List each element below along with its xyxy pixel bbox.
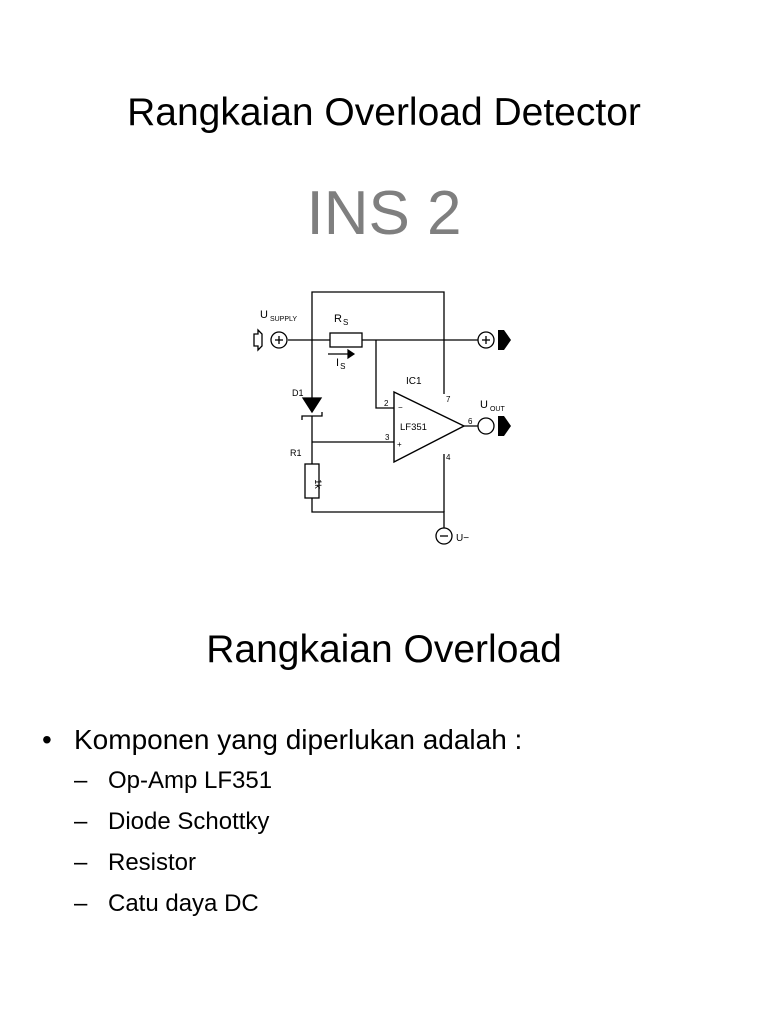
label-is: $I_S$ xyxy=(336,357,346,371)
sub-list-item xyxy=(40,842,522,883)
label-u-supply: U $_{SUPPLY}$ xyxy=(260,309,298,323)
slide-subtitle: INS 2 xyxy=(306,179,462,248)
list-item xyxy=(40,720,522,760)
label-rs: $R_S$ xyxy=(334,313,349,327)
component-list xyxy=(40,720,522,924)
sub-list-item xyxy=(40,760,522,801)
label-u-minus: U− xyxy=(456,533,470,544)
label-minus-input: − xyxy=(398,403,403,412)
dash-icon: – xyxy=(74,890,88,917)
circuit-schematic xyxy=(248,284,528,554)
arrow-right-icon xyxy=(498,330,511,350)
sub-list-item-label: Resistor xyxy=(108,849,197,876)
bullet-icon: • xyxy=(42,724,52,755)
label-d1: D1 xyxy=(292,388,304,398)
negative-terminal xyxy=(436,528,452,544)
label-pin2: 2 xyxy=(384,399,389,408)
current-arrow-icon xyxy=(328,350,354,358)
sub-list-container xyxy=(40,760,522,924)
sub-list-item xyxy=(40,883,522,924)
label-r1-value: 1k xyxy=(313,479,323,489)
label-plus-input: + xyxy=(397,440,402,449)
slide-title: Rangkaian Overload Detector xyxy=(127,91,641,134)
label-ic1: IC1 xyxy=(406,376,422,387)
label-pin3: 3 xyxy=(385,433,390,442)
sub-list-item-label: Catu daya DC xyxy=(108,890,259,917)
output-terminal xyxy=(478,418,494,434)
input-terminal xyxy=(254,330,287,350)
label-lf351: LF351 xyxy=(400,422,427,433)
label-pin7: 7 xyxy=(446,395,451,404)
positive-terminal xyxy=(478,332,494,348)
label-r1: R1 xyxy=(290,448,302,458)
sub-list xyxy=(40,760,522,924)
sub-list-item-label: Diode Schottky xyxy=(108,808,270,835)
arrow-right-icon xyxy=(498,416,511,436)
slide-title-2: Rangkaian Overload xyxy=(206,628,562,671)
dash-icon: – xyxy=(74,849,88,876)
label-u-out: U $_{OUT}$ xyxy=(480,399,505,413)
list-item-label: Komponen yang diperlukan adalah : xyxy=(74,724,523,755)
dash-icon: – xyxy=(74,808,88,835)
sub-list-item-label: Op-Amp LF351 xyxy=(108,767,273,794)
label-pin6: 6 xyxy=(468,417,473,426)
sub-list-item xyxy=(40,801,522,842)
resistor-rs xyxy=(330,333,362,347)
label-pin4: 4 xyxy=(446,453,451,462)
dash-icon: – xyxy=(74,767,88,794)
